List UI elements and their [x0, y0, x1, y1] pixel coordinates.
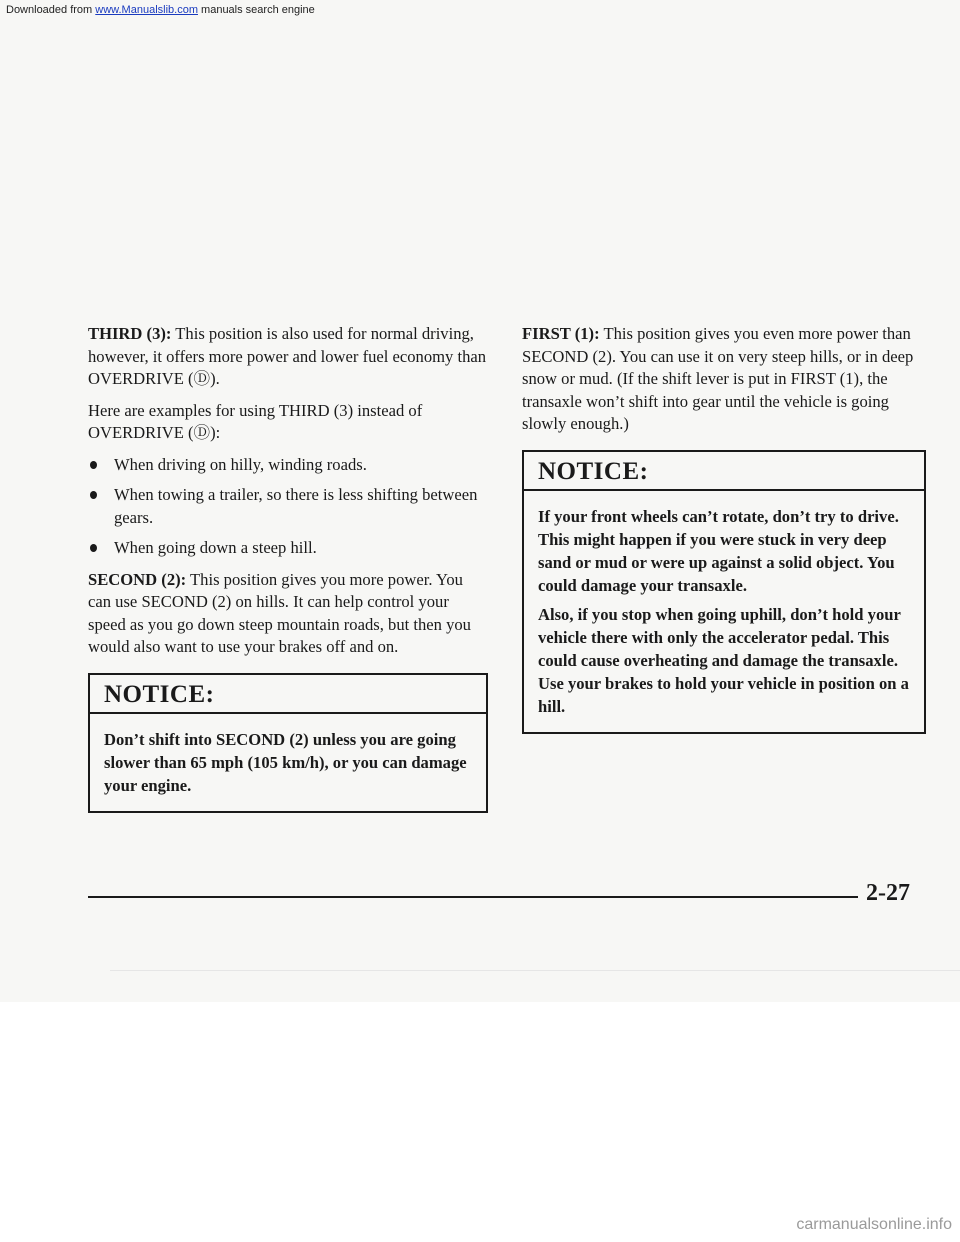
notice-text: Don’t shift into SECOND (2) unless you are going slower than 65 mph (105 km/h), or you can damage your engine.: [104, 730, 467, 795]
list-item: [88, 537, 488, 560]
list-item: [88, 454, 488, 477]
notice-text: Also, if you stop when going uphill, don’t hold your vehicle there with only the accelerator pedal. This could cause overheating and damage the transaxle. Use your brakes to hold your vehicle in position on a hill.: [538, 605, 909, 716]
examples-intro: Here are examples for using THIRD (3) instead of OVERDRIVE (Ⓓ):: [88, 400, 423, 442]
second-paragraph: [88, 569, 488, 659]
notice-title: NOTICE:: [90, 675, 486, 715]
third-text: This position is also used for normal driving, however, it offers more power and lower fuel economy than OVERDRIVE (Ⓓ).: [88, 324, 487, 388]
third-paragraph: [88, 323, 488, 391]
list-item-text: When driving on hilly, winding roads.: [114, 454, 367, 474]
list-item: [88, 484, 488, 529]
bullet-icon: [90, 461, 97, 469]
notice-text: If your front wheels can’t rotate, don’t try to drive. This might happen if you were stuck in very deep sand or mud or were up against a solid object. You could damage your transaxle.: [538, 507, 899, 595]
bullet-icon: [90, 544, 97, 552]
scan-edge-line: [110, 970, 960, 971]
footer-area: [0, 1002, 960, 1242]
first-text: This position gives you even more power than SECOND (2). You can use it on very steep hills, or in deep snow or mud. (If the shift lever is put in FIRST (1), the transaxle won’t shift into gear until the vehicle is going slowly enough.): [522, 324, 914, 433]
notice-box-first: [522, 450, 926, 735]
right-column: [522, 323, 926, 734]
notice-box-second: [88, 673, 488, 814]
examples-list: [88, 454, 488, 560]
notice-body: [90, 714, 486, 811]
download-prefix: Downloaded from: [6, 4, 96, 16]
page-number: 2-27: [866, 880, 910, 906]
watermark: carmanualsonline.info: [796, 1216, 952, 1233]
download-bar: [0, 0, 960, 20]
third-heading: THIRD (3):: [88, 324, 172, 343]
notice-title: NOTICE:: [524, 452, 924, 492]
list-item-text: When going down a steep hill.: [114, 538, 317, 557]
manualslib-link[interactable]: www.Manualslib.com: [95, 4, 198, 16]
left-column: [88, 323, 488, 813]
download-suffix: manuals search engine: [197, 4, 315, 16]
first-heading: FIRST (1):: [522, 324, 600, 343]
bullet-icon: [90, 491, 97, 499]
first-paragraph: [522, 323, 926, 436]
notice-body: [524, 491, 924, 732]
second-heading: SECOND (2):: [88, 569, 187, 589]
download-bar-text: [6, 4, 315, 16]
list-item-text: When towing a trailer, so there is less shifting between gears.: [114, 485, 478, 527]
second-text: This position gives you more power. You can use SECOND (2) on hills. It can help control your speed as you go down steep mountain roads, but then you would also want to use your brakes off and on.: [88, 569, 471, 656]
footer-rule: [88, 896, 858, 898]
